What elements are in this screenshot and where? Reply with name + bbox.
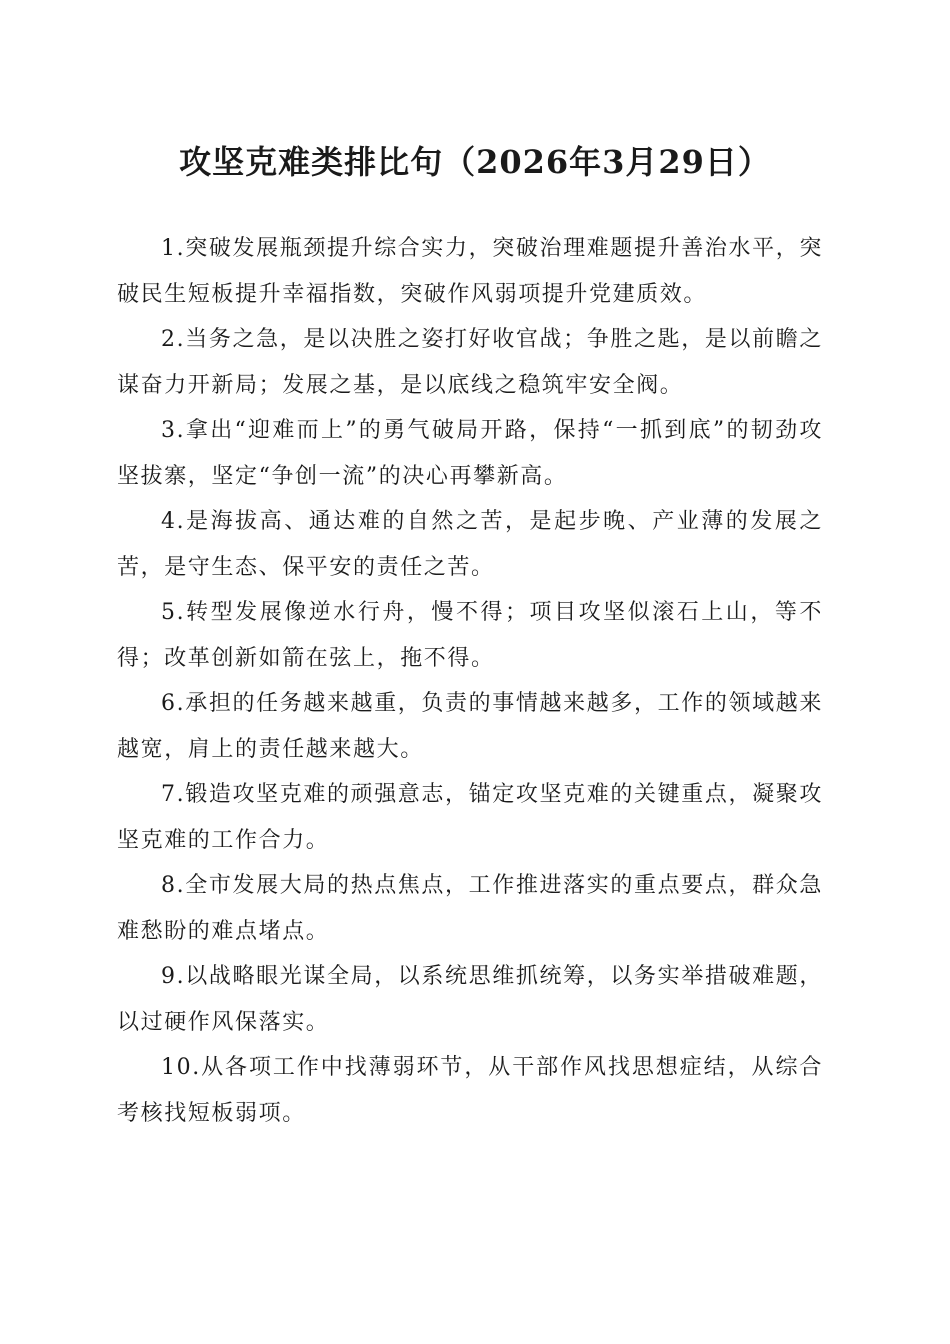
paragraph-8: 8.全市发展大局的热点焦点，工作推进落实的重点要点，群众急难愁盼的难点堵点。 (117, 873, 823, 944)
paragraph-3: 3.拿出“迎难而上”的勇气破局开路，保持“一抓到底”的韧劲攻坚拔寨，坚定“争创一流”的决心再攀新高。 (117, 418, 823, 489)
document-body (117, 226, 823, 1136)
paragraph-4: 4.是海拔高、通达难的自然之苦，是起步晚、产业薄的发展之苦，是守生态、保平安的责任之苦。 (117, 509, 823, 580)
paragraph-1: 1.突破发展瓶颈提升综合实力，突破治理难题提升善治水平，突破民生短板提升幸福指数，突破作风弱项提升党建质效。 (117, 236, 823, 307)
paragraph-6: 6.承担的任务越来越重，负责的事情越来越多，工作的领域越来越宽，肩上的责任越来越大。 (117, 691, 823, 762)
paragraph-7: 7.锻造攻坚克难的顽强意志，锚定攻坚克难的关键重点，凝聚攻坚克难的工作合力。 (117, 782, 823, 853)
paragraph-9: 9.以战略眼光谋全局，以系统思维抓统筹，以务实举措破难题，以过硬作风保落实。 (117, 964, 823, 1035)
paragraph-5: 5.转型发展像逆水行舟，慢不得；项目攻坚似滚石上山，等不得；改革创新如箭在弦上，拖不得。 (117, 600, 823, 671)
paragraph-2: 2.当务之急，是以决胜之姿打好收官战；争胜之匙，是以前瞻之谋奋力开新局；发展之基，是以底线之稳筑牢安全阀。 (117, 327, 823, 398)
document-title: 攻坚克难类排比句（2026年3月29日） (179, 143, 771, 181)
paragraph-10: 10.从各项工作中找薄弱环节，从干部作风找思想症结，从综合考核找短板弱项。 (117, 1055, 823, 1126)
